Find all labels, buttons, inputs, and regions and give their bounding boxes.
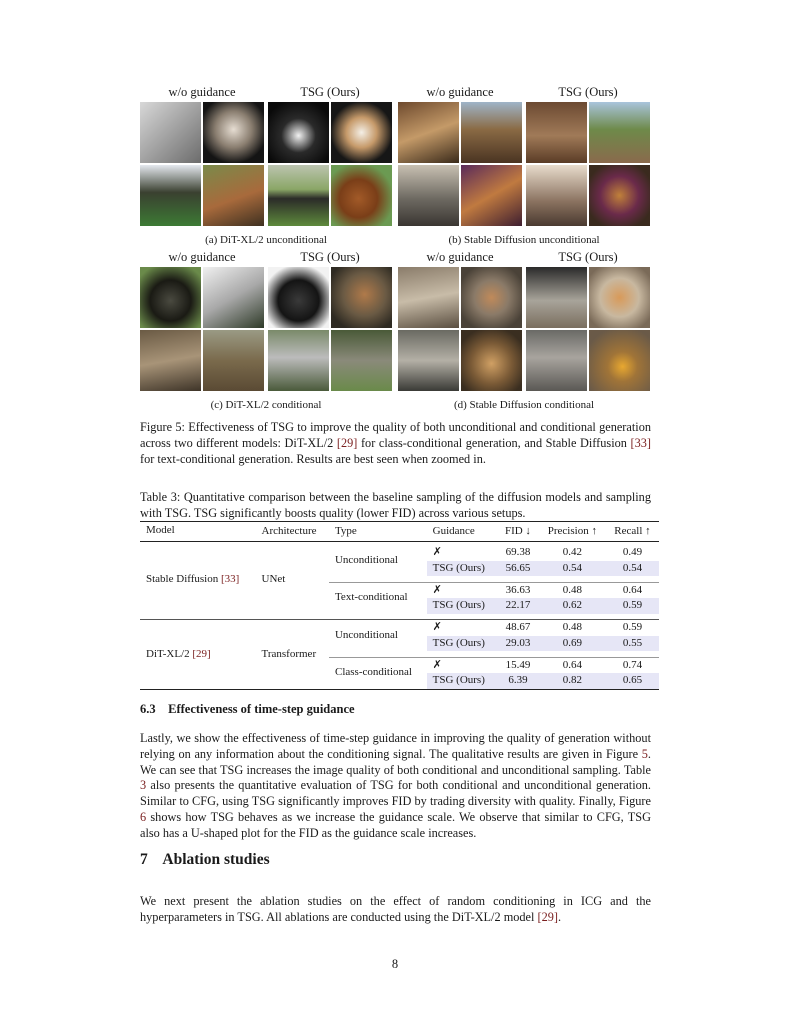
fid-cell: 6.39 <box>497 673 539 689</box>
table-ref-link[interactable]: 3 <box>140 778 147 793</box>
col-header-type: Type <box>334 524 357 537</box>
fig-header-b-baseline: w/o guidance <box>426 85 494 99</box>
fig-header-a-tsg: TSG (Ours) <box>300 85 360 99</box>
fid-cell: 22.17 <box>497 598 539 614</box>
fig-header-c-tsg: TSG (Ours) <box>300 250 360 264</box>
guidance-cell: ✗ <box>432 621 442 633</box>
image-grid-c-tsg <box>268 267 392 391</box>
citation-link[interactable]: [29] <box>192 647 211 660</box>
sample-image <box>461 330 522 391</box>
sample-image <box>140 330 201 391</box>
subcaption-c: (c) DiT-XL/2 conditional <box>210 399 322 411</box>
sample-image <box>589 267 650 328</box>
citation-link[interactable]: [33] <box>220 572 240 585</box>
fig-header-d-baseline: w/o guidance <box>426 250 494 264</box>
model-name: Stable Diffusion <box>146 572 221 585</box>
section-7-heading: 7 Ablation studies <box>140 851 270 868</box>
sample-image <box>331 165 392 226</box>
figure-ref-link[interactable]: 5 <box>641 746 648 761</box>
subcaption-d: (d) Stable Diffusion conditional <box>453 399 595 411</box>
fig-header-b-tsg: TSG (Ours) <box>558 85 618 99</box>
fid-cell: 29.03 <box>497 636 539 652</box>
recall-cell: 0.74 <box>622 658 643 671</box>
sample-image <box>526 102 587 163</box>
col-header-precision: Precision ↑ <box>547 524 597 537</box>
body-text: We next present the ablation studies on the effect of random conditioning in ICG and the hyperparameters in TSG. All ablations are conducted using the DiT-XL/2 model <box>140 894 651 924</box>
figure-5-caption <box>140 420 651 467</box>
section-6-3-heading: 6.3 Effectiveness of time-step guidance <box>140 702 355 716</box>
model-cell <box>140 545 256 614</box>
table-label: Table 3: <box>140 490 181 504</box>
body-text: also presents the quantitative evaluation of TSG for both conditional and unconditional generation. Similar to CFG, using TSG significantly improves FID by trading diversity with quality. Finally, Figure <box>140 778 651 809</box>
guidance-cell: TSG (Ours) <box>427 561 497 577</box>
image-grid-d-baseline <box>398 267 522 391</box>
caption-text: Effectiveness of TSG to improve the quality of both unconditional and conditional generation across two different models: DiT-XL/2 <box>140 420 651 450</box>
image-grid-d-tsg <box>526 267 650 391</box>
fig-header-d-tsg: TSG (Ours) <box>558 250 618 264</box>
sample-image <box>398 102 459 163</box>
col-header-model: Model <box>146 524 175 536</box>
table-row <box>140 620 659 636</box>
figure-label: Figure 5: <box>140 420 185 434</box>
guidance-cell: ✗ <box>432 546 442 558</box>
type-cell: Unconditional <box>334 553 398 566</box>
sample-image <box>398 267 459 328</box>
fig-header-c-baseline: w/o guidance <box>168 250 236 264</box>
fid-cell: 36.63 <box>505 583 531 596</box>
col-header-architecture: Architecture <box>261 524 317 537</box>
precision-cell: 0.48 <box>562 621 582 633</box>
image-grid-b-baseline <box>398 102 522 226</box>
col-header-recall: Recall ↑ <box>614 524 651 537</box>
body-text: Lastly, we show the effectiveness of time-step guidance in improving the quality of generation without relying on any information about the conditioning signal. The qualitative results are given in Figure <box>140 731 651 761</box>
sample-image <box>461 102 522 163</box>
fid-cell: 48.67 <box>505 621 531 633</box>
image-grid-a-baseline <box>140 102 264 226</box>
fig-header-a-baseline: w/o guidance <box>168 85 236 99</box>
sample-image <box>140 165 201 226</box>
body-text: . <box>558 909 562 924</box>
architecture-cell: UNet <box>261 572 286 585</box>
guidance-cell: TSG (Ours) <box>427 673 497 689</box>
body-text: . We can see that TSG increases the image quality of both conditional and unconditional sampling. Table <box>140 746 651 777</box>
sample-image <box>461 165 522 226</box>
caption-text: Quantitative comparison between the baseline sampling of the diffusion models and sampling with TSG. TSG significantly boosts quality (lower FID) across various setups. <box>140 490 651 520</box>
sample-image <box>268 330 329 391</box>
guidance-cell: ✗ <box>432 583 442 596</box>
citation-link[interactable]: [29] <box>537 909 559 924</box>
precision-cell: 0.82 <box>539 673 606 689</box>
body-text: shows how TSG behaves as we increase the guidance scale. We observe that similar to CFG, TSG also has a U-shaped plot for the FID as the guidance scale increases. <box>140 809 651 840</box>
caption-text: for text-conditional generation. Results are best seen when zoomed in. <box>140 451 486 466</box>
model-name: DiT-XL/2 <box>146 647 193 660</box>
image-grid-c-baseline <box>140 267 264 391</box>
sample-image <box>140 102 201 163</box>
fid-cell: 69.38 <box>505 546 531 558</box>
precision-cell: 0.62 <box>539 598 606 614</box>
recall-cell: 0.65 <box>606 673 659 689</box>
citation-link[interactable]: [33] <box>630 435 651 450</box>
sample-image <box>526 267 587 328</box>
fid-cell: 15.49 <box>505 658 531 671</box>
sample-image <box>140 267 201 328</box>
table-3 <box>140 521 659 690</box>
guidance-cell: ✗ <box>432 658 442 671</box>
sample-image <box>203 165 264 226</box>
model-cell <box>140 620 256 690</box>
fid-cell: 56.65 <box>497 561 539 577</box>
recall-cell: 0.54 <box>606 561 659 577</box>
recall-cell: 0.59 <box>606 598 659 614</box>
architecture-cell: Transformer <box>261 647 317 660</box>
precision-cell: 0.69 <box>539 636 606 652</box>
table-3-caption <box>140 490 651 522</box>
section-6-3-body <box>140 731 651 842</box>
sample-image <box>268 267 329 328</box>
sample-image <box>203 330 264 391</box>
sample-image <box>331 102 392 163</box>
caption-text: for class-conditional generation, and Stable Diffusion <box>357 435 631 450</box>
sample-image <box>203 102 264 163</box>
table-row <box>140 545 659 561</box>
sample-image <box>589 330 650 391</box>
sample-image <box>398 165 459 226</box>
sample-image <box>461 267 522 328</box>
sample-image <box>268 165 329 226</box>
sample-image <box>331 330 392 391</box>
recall-cell: 0.55 <box>606 636 659 652</box>
section-7-body <box>140 894 651 926</box>
citation-link[interactable]: [29] <box>336 435 358 450</box>
recall-cell: 0.64 <box>622 583 643 596</box>
sample-image <box>526 165 587 226</box>
recall-cell: 0.59 <box>622 621 643 633</box>
image-grid-a-tsg <box>268 102 392 226</box>
results-table <box>140 521 659 690</box>
sample-image <box>589 165 650 226</box>
type-cell: Text-conditional <box>334 591 408 604</box>
sample-image <box>203 267 264 328</box>
precision-cell: 0.48 <box>562 583 582 596</box>
guidance-cell: TSG (Ours) <box>427 636 497 652</box>
col-header-fid: FID ↓ <box>504 524 531 537</box>
subcaption-b: (b) Stable Diffusion unconditional <box>448 234 600 246</box>
subcaption-a: (a) DiT-XL/2 unconditional <box>205 234 327 246</box>
col-header-guidance: Guidance <box>432 524 475 537</box>
precision-cell: 0.64 <box>562 658 582 671</box>
sample-image <box>526 330 587 391</box>
figure-ref-link[interactable]: 6 <box>140 809 147 824</box>
precision-cell: 0.54 <box>539 561 606 577</box>
recall-cell: 0.49 <box>622 546 643 558</box>
sample-image <box>589 102 650 163</box>
sample-image <box>331 267 392 328</box>
image-grid-b-tsg <box>526 102 650 226</box>
precision-cell: 0.42 <box>562 546 582 558</box>
type-cell: Unconditional <box>334 628 398 641</box>
guidance-cell: TSG (Ours) <box>427 598 497 614</box>
type-cell: Class-conditional <box>334 666 412 679</box>
sample-image <box>268 102 329 163</box>
sample-image <box>398 330 459 391</box>
page-number: 8 <box>391 957 399 971</box>
